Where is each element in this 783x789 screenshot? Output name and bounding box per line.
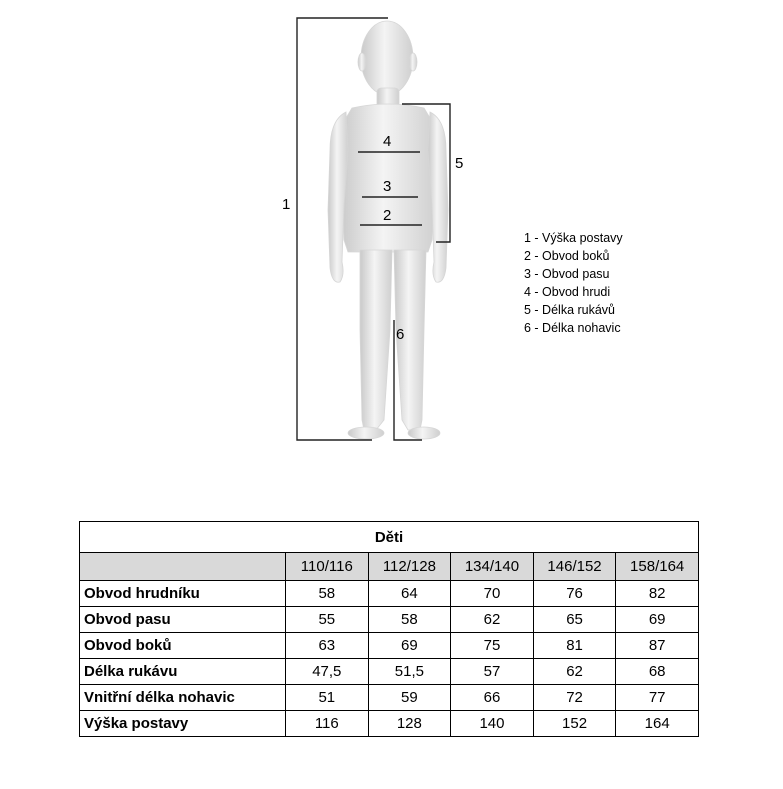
table-cell: 58 bbox=[368, 607, 451, 633]
table-cell: 47,5 bbox=[286, 659, 369, 685]
marker-5: 5 bbox=[455, 155, 464, 172]
table-cell: 87 bbox=[616, 633, 699, 659]
table-row bbox=[80, 607, 699, 633]
table-cell: 72 bbox=[533, 685, 616, 711]
table-header-row bbox=[80, 553, 699, 581]
size-table bbox=[79, 521, 699, 737]
legend-item: 2 - Obvod boků bbox=[524, 249, 610, 263]
table-cell: 64 bbox=[368, 581, 451, 607]
table-title: Děti bbox=[80, 522, 699, 553]
table-cell: 66 bbox=[451, 685, 534, 711]
table-cell: 69 bbox=[368, 633, 451, 659]
table-cell: 57 bbox=[451, 659, 534, 685]
table-cell: 58 bbox=[286, 581, 369, 607]
table-cell: 70 bbox=[451, 581, 534, 607]
size-header: 134/140 bbox=[451, 553, 534, 581]
table-cell: 164 bbox=[616, 711, 699, 737]
marker-6: 6 bbox=[396, 326, 405, 343]
table-title-row bbox=[80, 522, 699, 553]
table-cell: 69 bbox=[616, 607, 699, 633]
table-cell: 77 bbox=[616, 685, 699, 711]
table-cell: 59 bbox=[368, 685, 451, 711]
table-cell: 51 bbox=[286, 685, 369, 711]
table-cell: 75 bbox=[451, 633, 534, 659]
table-cell: 152 bbox=[533, 711, 616, 737]
legend-item: 1 - Výška postavy bbox=[524, 231, 623, 245]
table-cell: 140 bbox=[451, 711, 534, 737]
header-empty-cell bbox=[80, 553, 286, 581]
table-row bbox=[80, 685, 699, 711]
table-cell: 76 bbox=[533, 581, 616, 607]
row-label: Obvod hrudníku bbox=[80, 581, 286, 607]
size-header: 110/116 bbox=[286, 553, 369, 581]
table-row bbox=[80, 633, 699, 659]
marker-2: 2 bbox=[383, 207, 392, 224]
legend-item: 6 - Délka nohavic bbox=[524, 321, 621, 335]
table-row bbox=[80, 581, 699, 607]
row-label: Délka rukávu bbox=[80, 659, 286, 685]
mannequin-body bbox=[328, 21, 448, 439]
table-cell: 82 bbox=[616, 581, 699, 607]
table-cell: 116 bbox=[286, 711, 369, 737]
marker-3: 3 bbox=[383, 178, 392, 195]
marker-1: 1 bbox=[282, 196, 291, 213]
legend-item: 5 - Délka rukávů bbox=[524, 303, 616, 317]
marker-4: 4 bbox=[383, 133, 392, 150]
row-label: Obvod boků bbox=[80, 633, 286, 659]
legend-item: 3 - Obvod pasu bbox=[524, 267, 610, 281]
table-row bbox=[80, 711, 699, 737]
table-cell: 128 bbox=[368, 711, 451, 737]
table-cell: 65 bbox=[533, 607, 616, 633]
measurement-legend bbox=[524, 229, 623, 337]
table-cell: 68 bbox=[616, 659, 699, 685]
table-cell: 62 bbox=[451, 607, 534, 633]
table-cell: 55 bbox=[286, 607, 369, 633]
table-cell: 51,5 bbox=[368, 659, 451, 685]
table-cell: 62 bbox=[533, 659, 616, 685]
row-label: Výška postavy bbox=[80, 711, 286, 737]
row-label: Obvod pasu bbox=[80, 607, 286, 633]
size-header: 112/128 bbox=[368, 553, 451, 581]
size-header: 146/152 bbox=[533, 553, 616, 581]
legend-item: 4 - Obvod hrudi bbox=[524, 285, 611, 299]
table-row bbox=[80, 659, 699, 685]
row-label: Vnitřní délka nohavic bbox=[80, 685, 286, 711]
size-header: 158/164 bbox=[616, 553, 699, 581]
table-cell: 63 bbox=[286, 633, 369, 659]
table-cell: 81 bbox=[533, 633, 616, 659]
